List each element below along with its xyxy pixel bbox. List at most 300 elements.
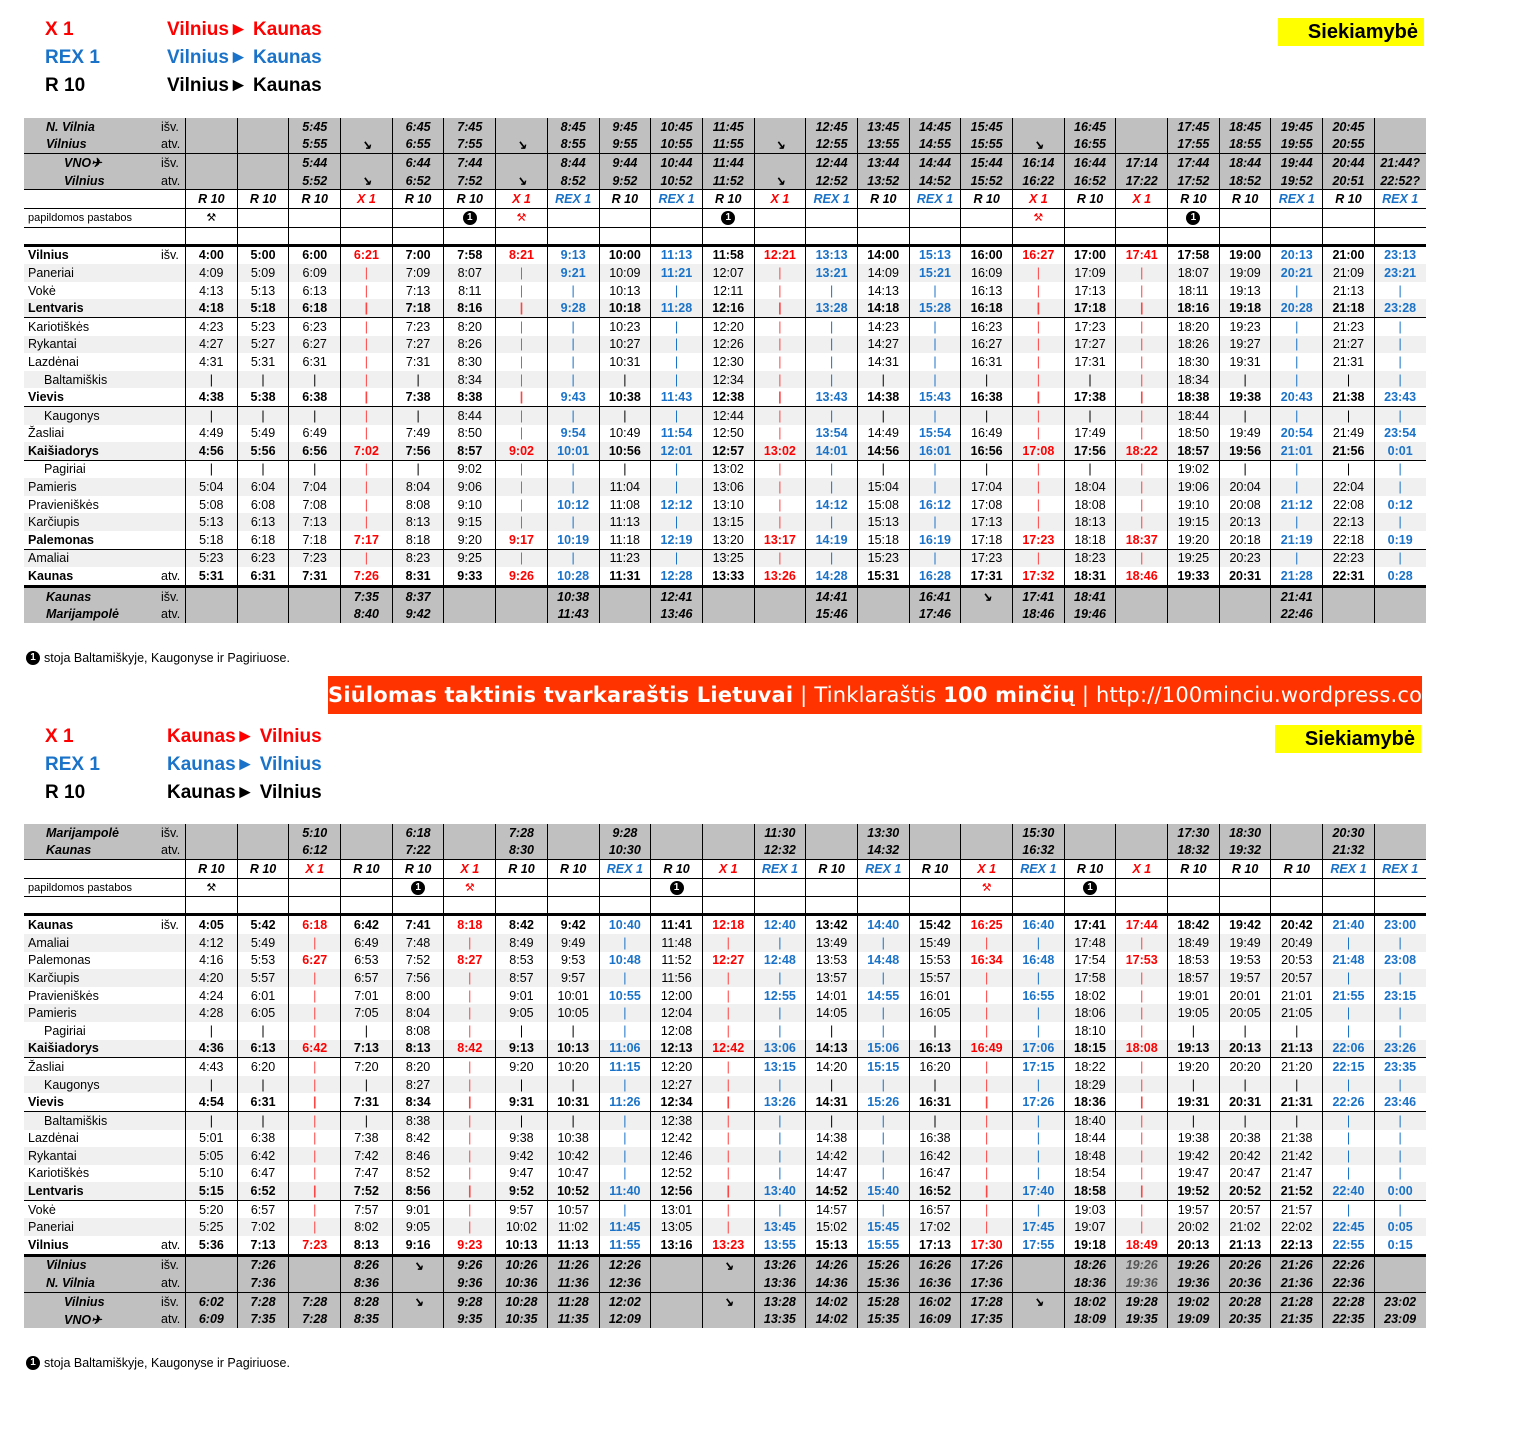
departure-time: 13:16: [651, 1236, 703, 1255]
station-name: Kaišiadorys: [24, 442, 159, 460]
departure-time: 12:00: [651, 987, 703, 1005]
connection-time: [496, 154, 548, 172]
departure-time: 18:50: [1168, 425, 1220, 443]
departure-time: 6:52: [237, 1182, 289, 1200]
departure-time: 17:32: [1013, 567, 1065, 586]
connection-time: [1374, 605, 1425, 623]
connection-time: [289, 586, 341, 605]
departure-time: 15:26: [857, 1093, 909, 1111]
departure-time: 13:21: [806, 264, 858, 282]
connection-row: [24, 118, 1426, 136]
departure-time: 8:21: [496, 245, 548, 264]
departure-time: 15:08: [857, 496, 909, 514]
connection-time: [392, 1274, 444, 1292]
pass-through-marker: |: [1116, 478, 1168, 496]
pass-through-marker: |: [857, 934, 909, 952]
departure-time: 8:16: [444, 299, 496, 317]
connection-time: 11:43: [547, 605, 599, 623]
service-code: R 10: [1323, 190, 1375, 209]
departure-time: 16:25: [961, 915, 1013, 934]
departure-time: 8:53: [496, 952, 548, 970]
empty-cell: [24, 897, 159, 915]
service-code: R 10: [444, 190, 496, 209]
station-name: Rykantai: [24, 336, 159, 354]
pass-through-marker: |: [237, 406, 289, 424]
empty-cell: [909, 897, 961, 915]
station-name: Pamieris: [24, 1004, 159, 1022]
service-row: [24, 860, 1426, 879]
connection-time: [599, 605, 651, 623]
departure-time: 16:13: [909, 1040, 961, 1058]
note-cell: [1323, 878, 1375, 897]
departure-time: 19:07: [1064, 1218, 1116, 1236]
station-name: Lentvaris: [24, 299, 159, 317]
connection-time: 10:26: [496, 1255, 548, 1274]
station-suffix: atv.: [159, 136, 186, 154]
departure-time: 20:31: [1219, 1093, 1271, 1111]
service-code: REX 1: [45, 754, 100, 775]
pass-through-marker: |: [754, 969, 806, 987]
departure-time: 22:02: [1271, 1218, 1323, 1236]
departure-time: 9:06: [444, 478, 496, 496]
connection-time: 10:44: [651, 154, 703, 172]
departure-time: 13:10: [702, 496, 754, 514]
station-name: Vokė: [24, 1200, 159, 1218]
connection-time: [237, 824, 289, 842]
departure-time: 7:41: [392, 915, 444, 934]
empty-cell: [1013, 227, 1065, 245]
pass-through-marker: |: [1013, 1111, 1065, 1129]
connection-time: 9:36: [444, 1274, 496, 1292]
departure-time: 4:05: [186, 915, 238, 934]
pass-through-marker: |: [702, 1093, 754, 1111]
notes-label: papildomos pastabos: [24, 208, 186, 227]
departure-time: 19:42: [1219, 915, 1271, 934]
departure-time: 22:04: [1323, 478, 1375, 496]
empty-cell: [1064, 897, 1116, 915]
connection-time: 20:26: [1219, 1255, 1271, 1274]
pass-through-marker: |: [806, 1022, 858, 1040]
departure-time: 6:53: [341, 952, 393, 970]
pass-through-marker: |: [599, 1004, 651, 1022]
departure-time: 11:52: [651, 952, 703, 970]
station-suffix: [159, 1004, 186, 1022]
note-cell: [496, 878, 548, 897]
pass-through-marker: |: [1116, 371, 1168, 389]
pass-through-marker: |: [237, 1111, 289, 1129]
connection-time: 19:28: [1116, 1292, 1168, 1310]
footnote: [26, 651, 290, 665]
connection-time: 18:44: [1219, 154, 1271, 172]
pass-through-marker: |: [496, 425, 548, 443]
connection-time: 6:12: [289, 842, 341, 860]
connection-time: [651, 1310, 703, 1328]
departure-time: 18:40: [1064, 1111, 1116, 1129]
departure-time: 21:09: [1323, 264, 1375, 282]
station-name: Pamieris: [24, 478, 159, 496]
connection-time: ↘: [496, 172, 548, 190]
connection-time: 13:35: [754, 1310, 806, 1328]
pass-through-marker: |: [754, 1130, 806, 1148]
departure-time: 23:21: [1374, 264, 1425, 282]
pass-through-marker: |: [702, 1200, 754, 1218]
pass-through-marker: |: [496, 478, 548, 496]
service-code: X 1: [444, 860, 496, 879]
departure-time: 21:05: [1271, 1004, 1323, 1022]
pass-through-marker: |: [186, 460, 238, 478]
departure-time: 16:09: [961, 264, 1013, 282]
connection-row: [24, 172, 1426, 190]
departure-time: 22:13: [1323, 513, 1375, 531]
pass-through-marker: |: [702, 969, 754, 987]
empty-cell: [961, 897, 1013, 915]
departure-time: 9:17: [496, 531, 548, 549]
connection-time: [1013, 1255, 1065, 1274]
banner-blog-label: Tinklaraštis: [814, 683, 944, 707]
station-suffix: [159, 353, 186, 371]
station-name: Kaunas: [24, 567, 159, 586]
pass-through-marker: |: [1013, 317, 1065, 335]
pass-through-marker: |: [1013, 282, 1065, 300]
connection-time: 6:45: [392, 118, 444, 136]
pass-through-marker: |: [909, 478, 961, 496]
departure-time: 7:56: [392, 442, 444, 460]
pass-through-marker: |: [1116, 969, 1168, 987]
departure-time: 6:04: [237, 478, 289, 496]
connection-row: [24, 824, 1426, 842]
departure-time: 18:08: [1116, 1040, 1168, 1058]
departure-time: 16:27: [1013, 245, 1065, 264]
departure-time: 8:56: [392, 1182, 444, 1200]
departure-time: 20:49: [1271, 934, 1323, 952]
hammers-icon: ⚒: [496, 208, 548, 227]
departure-time: 6:09: [289, 264, 341, 282]
service-code: REX 1: [806, 190, 858, 209]
legend-vilnius-kaunas: [45, 16, 322, 100]
departure-time: 23:26: [1374, 1040, 1425, 1058]
connection-time: [392, 1310, 444, 1328]
connection-time: [1374, 1255, 1425, 1274]
service-code: R 10: [909, 860, 961, 879]
connection-time: [186, 842, 238, 860]
departure-time: 4:13: [186, 282, 238, 300]
pass-through-marker: |: [289, 1004, 341, 1022]
pass-through-marker: |: [547, 406, 599, 424]
route-name: Kaunas► Vilnius: [167, 754, 322, 775]
pass-through-marker: |: [909, 353, 961, 371]
departure-time: 6:23: [237, 549, 289, 567]
departure-time: 21:18: [1323, 299, 1375, 317]
connection-time: [1219, 605, 1271, 623]
empty-cell: [1168, 897, 1220, 915]
departure-time: 13:15: [754, 1058, 806, 1076]
departure-time: 7:58: [444, 245, 496, 264]
station-row: [24, 460, 1426, 478]
departure-time: 5:25: [186, 1218, 238, 1236]
departure-time: 10:52: [547, 1182, 599, 1200]
pass-through-marker: |: [496, 406, 548, 424]
departure-time: 23:00: [1374, 915, 1425, 934]
service-code: R 10: [45, 75, 86, 96]
connection-time: 12:36: [599, 1274, 651, 1292]
departure-time: 9:33: [444, 567, 496, 586]
departure-time: 21:13: [1271, 1040, 1323, 1058]
pass-through-marker: |: [1013, 1147, 1065, 1165]
connection-time: 8:37: [392, 586, 444, 605]
departure-time: 7:20: [341, 1058, 393, 1076]
connection-time: 10:28: [496, 1292, 548, 1310]
departure-time: 13:26: [754, 567, 806, 586]
connection-time: 15:55: [961, 136, 1013, 154]
connection-time: [857, 586, 909, 605]
departure-time: 5:23: [237, 317, 289, 335]
pass-through-marker: |: [1013, 496, 1065, 514]
pass-through-marker: |: [806, 353, 858, 371]
departure-time: 10:57: [547, 1200, 599, 1218]
empty-cell: [806, 897, 858, 915]
connection-time: 13:52: [857, 172, 909, 190]
departure-time: 6:31: [237, 1093, 289, 1111]
pass-through-marker: |: [289, 1218, 341, 1236]
connection-time: 14:41: [806, 586, 858, 605]
pass-through-marker: |: [1013, 299, 1065, 317]
empty-cell: [159, 897, 186, 915]
connection-time: 18:36: [1064, 1274, 1116, 1292]
departure-time: 9:13: [496, 1040, 548, 1058]
pass-through-marker: |: [651, 371, 703, 389]
departure-time: 8:52: [392, 1165, 444, 1183]
departure-time: 16:31: [909, 1093, 961, 1111]
note-cell: [1374, 208, 1425, 227]
station-row: [24, 1093, 1426, 1111]
departure-time: 10:13: [547, 1040, 599, 1058]
pass-through-marker: |: [1168, 1111, 1220, 1129]
departure-time: 21:27: [1323, 336, 1375, 354]
station-suffix: išv.: [159, 154, 186, 172]
departure-time: 16:42: [909, 1147, 961, 1165]
connection-time: ↘: [754, 172, 806, 190]
departure-time: 12:42: [651, 1130, 703, 1148]
departure-time: 23:08: [1374, 952, 1425, 970]
connection-time: [909, 824, 961, 842]
connection-time: 17:52: [1168, 172, 1220, 190]
connection-time: [702, 824, 754, 842]
departure-time: 17:49: [1064, 425, 1116, 443]
connection-time: 16:52: [1064, 172, 1116, 190]
departure-time: 9:21: [547, 264, 599, 282]
departure-time: 5:10: [186, 1165, 238, 1183]
station-suffix: [159, 317, 186, 335]
pass-through-marker: |: [341, 478, 393, 496]
station-suffix: [159, 336, 186, 354]
connection-time: 15:52: [961, 172, 1013, 190]
banner-url[interactable]: http://100minciu.wordpress.com: [1096, 683, 1443, 707]
departure-time: 5:23: [186, 549, 238, 567]
note-cell: [857, 878, 909, 897]
pass-through-marker: |: [1219, 460, 1271, 478]
pass-through-marker: |: [599, 1165, 651, 1183]
spacer-row: [24, 227, 1426, 245]
connection-time: 7:35: [341, 586, 393, 605]
departure-time: 8:20: [392, 1058, 444, 1076]
station-row: [24, 915, 1426, 934]
departure-time: 13:06: [754, 1040, 806, 1058]
departure-time: 14:38: [806, 1130, 858, 1148]
departure-time: 21:20: [1271, 1058, 1323, 1076]
banner-separator: |: [793, 683, 815, 707]
pass-through-marker: |: [547, 371, 599, 389]
departure-time: 17:44: [1116, 915, 1168, 934]
pass-through-marker: |: [1116, 1004, 1168, 1022]
service-code: R 10: [186, 190, 238, 209]
departure-time: 17:58: [1168, 245, 1220, 264]
empty-cell: [496, 897, 548, 915]
station-row: [24, 388, 1426, 406]
connection-time: 9:28: [599, 824, 651, 842]
legend-row-x1: [45, 723, 322, 751]
departure-time: 17:40: [1013, 1182, 1065, 1200]
legend-row-r10: [45, 72, 322, 100]
pass-through-marker: |: [599, 1111, 651, 1129]
note-1-icon: 1: [463, 211, 477, 225]
departure-time: 14:57: [806, 1200, 858, 1218]
departure-time: 14:18: [857, 299, 909, 317]
station-name: Lazdėnai: [28, 1131, 79, 1146]
departure-time: 12:34: [651, 1093, 703, 1111]
departure-time: 22:08: [1323, 496, 1375, 514]
departure-time: 20:02: [1168, 1218, 1220, 1236]
departure-time: 12:19: [651, 531, 703, 549]
pass-through-marker: |: [237, 460, 289, 478]
connection-time: 6:09: [186, 1310, 238, 1328]
departure-time: 12:38: [651, 1111, 703, 1129]
departure-time: 15:18: [857, 531, 909, 549]
pass-through-marker: |: [702, 1004, 754, 1022]
pass-through-marker: |: [1374, 460, 1425, 478]
connection-time: 5:52: [289, 172, 341, 190]
departure-time: 11:04: [599, 478, 651, 496]
pass-through-marker: |: [754, 1022, 806, 1040]
departure-time: 17:26: [1013, 1093, 1065, 1111]
connection-time: ↘: [341, 136, 393, 154]
connection-time: 10:52: [651, 172, 703, 190]
pass-through-marker: |: [599, 371, 651, 389]
pass-through-marker: |: [909, 371, 961, 389]
departure-time: 5:53: [237, 952, 289, 970]
departure-time: 4:16: [186, 952, 238, 970]
pass-through-marker: |: [392, 460, 444, 478]
departure-time: 19:06: [1168, 478, 1220, 496]
route-name: Vilnius► Kaunas: [167, 75, 322, 96]
departure-time: 12:04: [651, 1004, 703, 1022]
connection-time: 20:45: [1323, 118, 1375, 136]
connection-time: 7:28: [237, 1292, 289, 1310]
connection-time: [186, 136, 238, 154]
pass-through-marker: |: [651, 549, 703, 567]
departure-time: 16:56: [961, 442, 1013, 460]
empty-cell: [289, 897, 341, 915]
connection-time: 14:02: [806, 1310, 858, 1328]
pass-through-marker: |: [1013, 388, 1065, 406]
departure-time: 11:28: [651, 299, 703, 317]
pass-through-marker: |: [1116, 987, 1168, 1005]
note-cell: [909, 208, 961, 227]
departure-time: 22:18: [1323, 531, 1375, 549]
station-row: [24, 952, 1426, 970]
empty-cell: [754, 897, 806, 915]
departure-time: 16:52: [909, 1182, 961, 1200]
pass-through-marker: |: [754, 513, 806, 531]
departure-time: 18:02: [1064, 987, 1116, 1005]
pass-through-marker: |: [1116, 549, 1168, 567]
pass-through-marker: |: [961, 1093, 1013, 1111]
departure-time: 21:40: [1323, 915, 1375, 934]
station-name: Pagiriai: [44, 1023, 86, 1038]
station-suffix: [159, 1165, 186, 1183]
departure-time: 4:27: [186, 336, 238, 354]
connection-time: [961, 842, 1013, 860]
departure-time: 0:12: [1374, 496, 1425, 514]
departure-time: 9:57: [547, 969, 599, 987]
pass-through-marker: |: [444, 1218, 496, 1236]
note-cell: [289, 878, 341, 897]
connection-time: [1374, 136, 1425, 154]
connection-time: 11:44: [702, 154, 754, 172]
pass-through-marker: |: [1116, 1022, 1168, 1040]
service-code: R 10: [1168, 860, 1220, 879]
connection-time: [341, 842, 393, 860]
pass-through-marker: |: [961, 969, 1013, 987]
departure-time: 9:47: [496, 1165, 548, 1183]
departure-time: 17:00: [1064, 245, 1116, 264]
pass-through-marker: |: [1219, 1076, 1271, 1094]
empty-cell: [24, 190, 159, 209]
station-suffix: išv.: [159, 118, 186, 136]
pass-through-marker: |: [496, 282, 548, 300]
pass-through-marker: |: [1271, 1111, 1323, 1129]
departure-time: 21:55: [1323, 987, 1375, 1005]
pass-through-marker: |: [1374, 336, 1425, 354]
pass-through-marker: |: [702, 1111, 754, 1129]
pass-through-marker: |: [806, 317, 858, 335]
departure-time: 11:45: [599, 1218, 651, 1236]
pass-through-marker: |: [961, 1022, 1013, 1040]
pass-through-marker: |: [1374, 513, 1425, 531]
connection-time: [754, 118, 806, 136]
departure-time: 20:01: [1219, 987, 1271, 1005]
departure-time: 21:12: [1271, 496, 1323, 514]
note-cell: [1219, 208, 1271, 227]
departure-time: 18:48: [1064, 1147, 1116, 1165]
station-row: [24, 1004, 1426, 1022]
connection-time: 16:55: [1064, 136, 1116, 154]
connection-time: [1116, 842, 1168, 860]
pass-through-marker: |: [289, 1058, 341, 1076]
station-suffix: [159, 1147, 186, 1165]
station-suffix: atv.: [159, 567, 186, 586]
pass-through-marker: |: [909, 549, 961, 567]
connection-time: [1374, 824, 1425, 842]
connection-time: 19:09: [1168, 1310, 1220, 1328]
connection-time: [496, 586, 548, 605]
service-code: R 10: [702, 190, 754, 209]
departure-time: 11:56: [651, 969, 703, 987]
departure-time: 19:20: [1168, 531, 1220, 549]
connection-row: [24, 1255, 1426, 1274]
departure-time: 17:31: [961, 567, 1013, 586]
departure-time: 0:00: [1374, 1182, 1425, 1200]
connection-time: 16:45: [1064, 118, 1116, 136]
